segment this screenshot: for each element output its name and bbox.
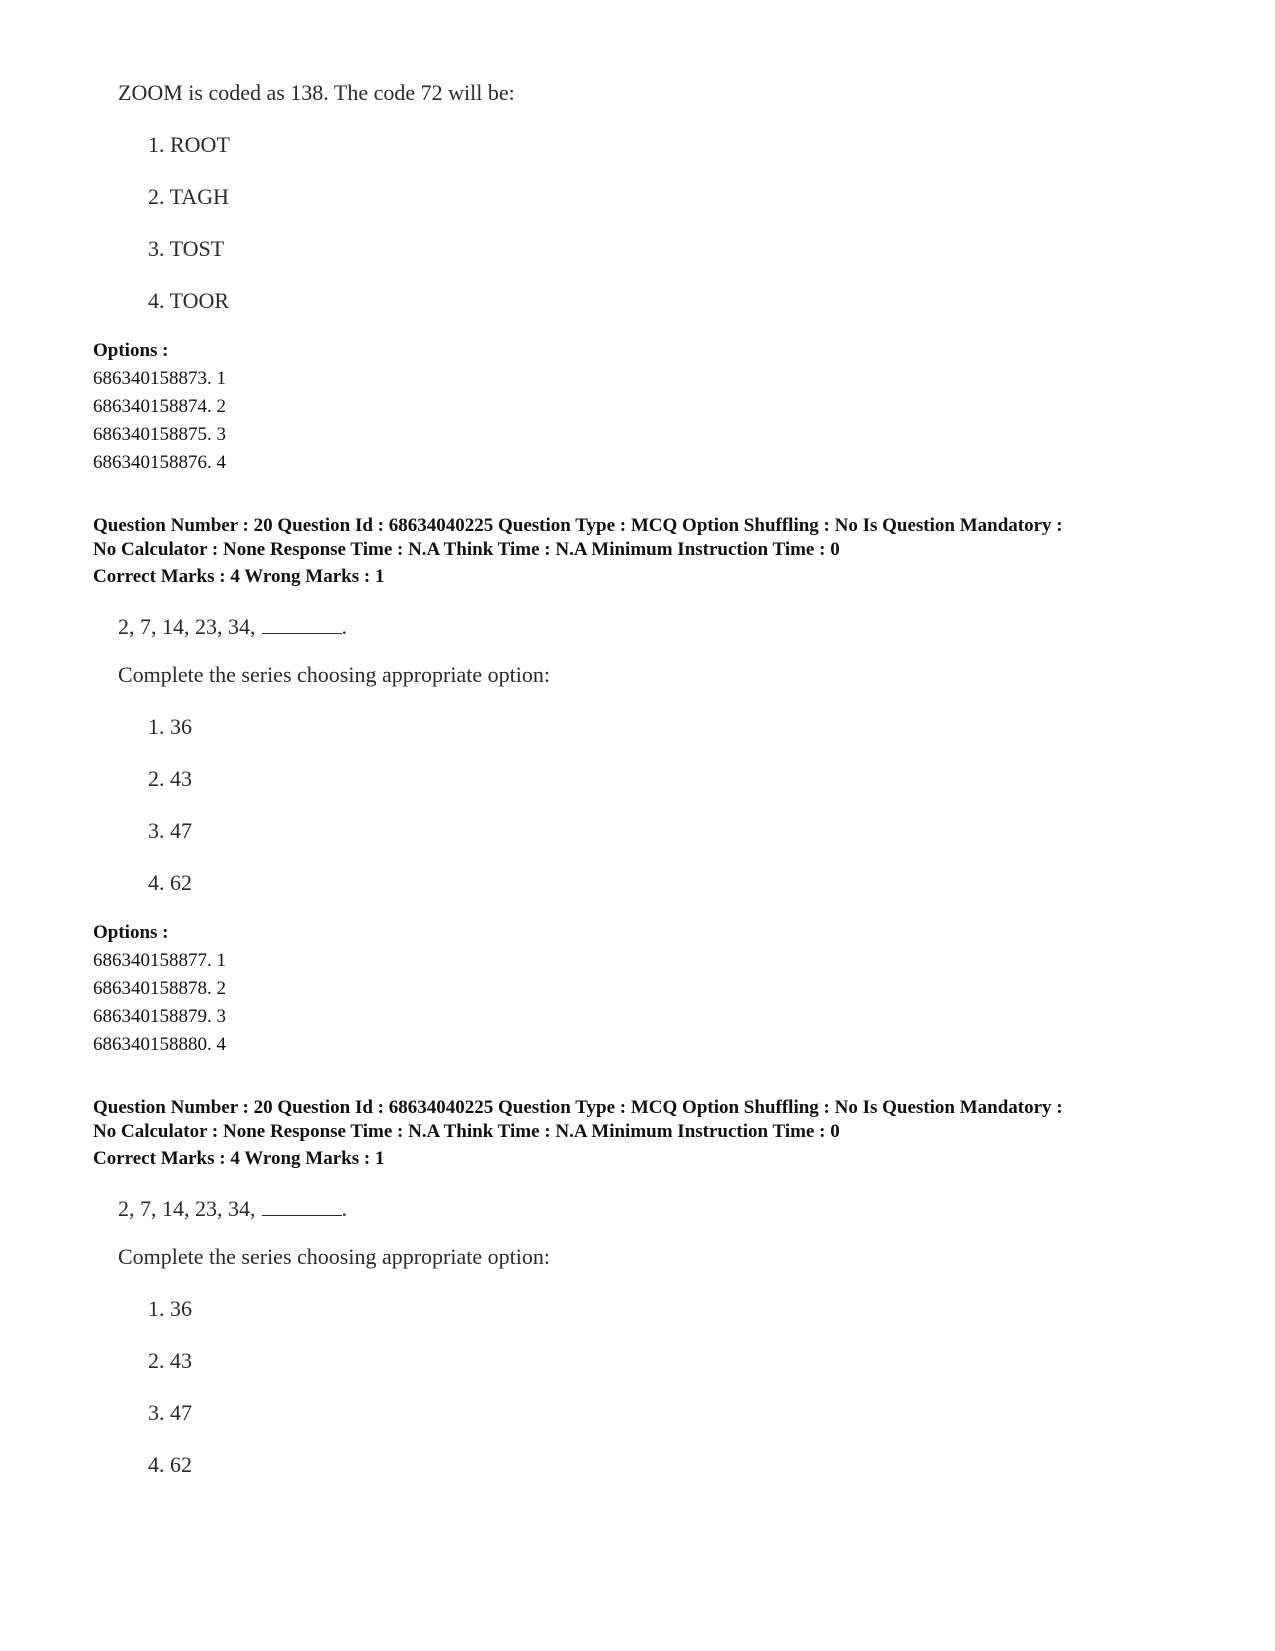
question-19-option-id-3: 686340158875. 3 <box>93 424 226 445</box>
question-19-option-id-4: 686340158876. 4 <box>93 452 226 473</box>
question-20a-series-numbers: 2, 7, 14, 23, 34, <box>118 614 256 639</box>
question-20a-option-id-4: 686340158880. 4 <box>93 1034 226 1055</box>
question-20b-choice-1: 1. 36 <box>148 1296 192 1321</box>
question-20a-marks: Correct Marks : 4 Wrong Marks : 1 <box>93 566 385 587</box>
question-19-option-id-1: 686340158873. 1 <box>93 368 226 389</box>
question-20b-meta <box>93 1096 1203 1144</box>
question-20a-choice-4: 4. 62 <box>148 870 192 895</box>
question-20b-choice-3: 3. 47 <box>148 1400 192 1425</box>
question-20a-meta <box>93 514 1203 562</box>
question-20a-series-end: . <box>341 614 347 639</box>
question-20a-options-heading: Options : <box>93 922 169 943</box>
question-19-choice-2: 2. TAGH <box>148 184 229 209</box>
question-20b-series <box>118 1196 347 1222</box>
question-20b-instruction: Complete the series choosing appropriate option: <box>118 1244 550 1269</box>
question-20a-choice-2: 2. 43 <box>148 766 192 791</box>
question-20b-meta-line-2: No Calculator : None Response Time : N.A Think Time : N.A Minimum Instruction Time : 0 <box>93 1121 840 1142</box>
question-20b-choice-2: 2. 43 <box>148 1348 192 1373</box>
question-20a-blank <box>262 615 342 634</box>
question-20a-option-id-1: 686340158877. 1 <box>93 950 226 971</box>
question-19-options-heading: Options : <box>93 340 169 361</box>
question-19-choice-3: 3. TOST <box>148 236 225 261</box>
question-20a-meta-line-2: No Calculator : None Response Time : N.A Think Time : N.A Minimum Instruction Time : 0 <box>93 539 840 560</box>
question-20a-option-id-2: 686340158878. 2 <box>93 978 226 999</box>
question-20b-blank <box>262 1197 342 1216</box>
question-20b-meta-line-1: Question Number : 20 Question Id : 68634040225 Question Type : MCQ Option Shuffling : No Is Question Mandatory : <box>93 1097 1063 1118</box>
question-20a-choice-3: 3. 47 <box>148 818 192 843</box>
question-20b-series-numbers: 2, 7, 14, 23, 34, <box>118 1196 256 1221</box>
question-20b-series-end: . <box>341 1196 347 1221</box>
question-20a-option-id-3: 686340158879. 3 <box>93 1006 226 1027</box>
question-20a-series <box>118 614 347 640</box>
question-19-text: ZOOM is coded as 138. The code 72 will be: <box>118 80 515 105</box>
question-20a-meta-line-1: Question Number : 20 Question Id : 68634040225 Question Type : MCQ Option Shuffling : No Is Question Mandatory : <box>93 515 1063 536</box>
question-20a-choice-1: 1. 36 <box>148 714 192 739</box>
question-20a-instruction: Complete the series choosing appropriate option: <box>118 662 550 687</box>
question-19-choice-1: 1. ROOT <box>148 132 230 157</box>
question-19-choice-4: 4. TOOR <box>148 288 230 313</box>
question-20b-marks: Correct Marks : 4 Wrong Marks : 1 <box>93 1148 385 1169</box>
question-20b-choice-4: 4. 62 <box>148 1452 192 1477</box>
question-19-option-id-2: 686340158874. 2 <box>93 396 226 417</box>
